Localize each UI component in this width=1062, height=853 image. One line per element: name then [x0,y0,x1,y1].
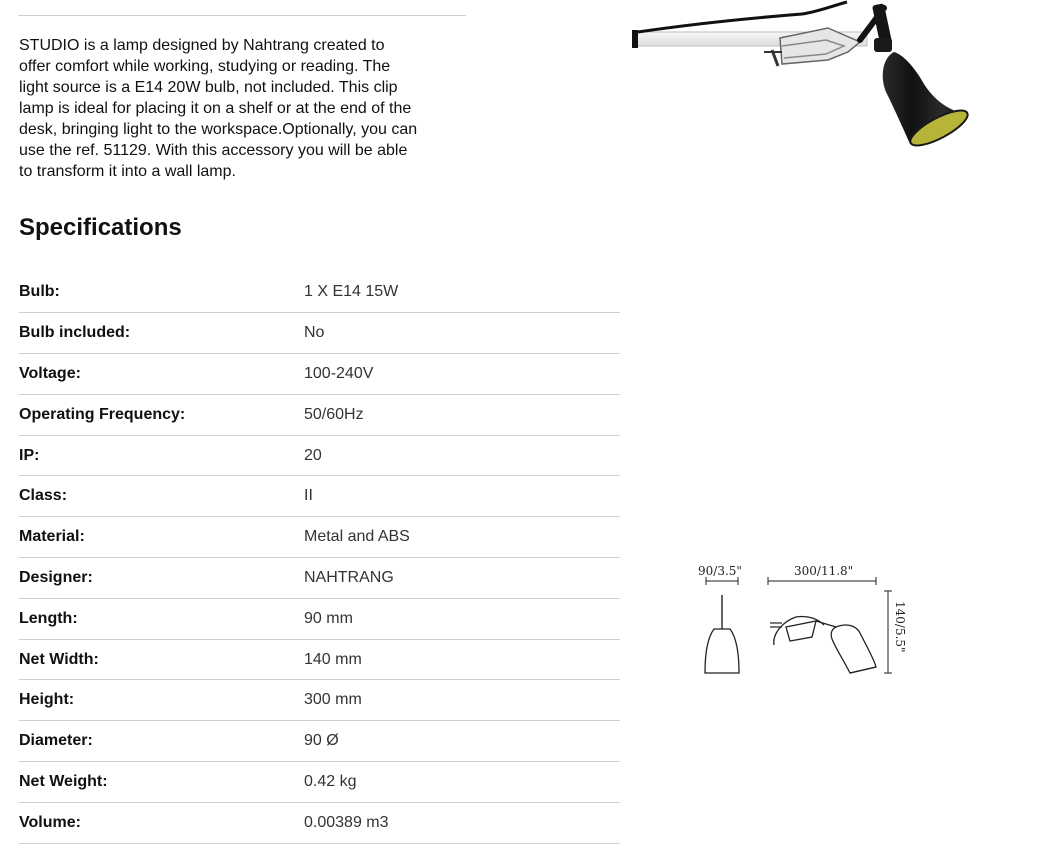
spec-row-volume [19,802,620,843]
spec-value: 50/60Hz [304,394,620,435]
spec-value: 0.00389 m3 [304,802,620,843]
spec-label: Voltage: [19,354,304,395]
spec-row-material [19,517,620,558]
spec-label: Bulb: [19,272,304,313]
spec-label: Bulb included: [19,313,304,354]
spec-label: Material: [19,517,304,558]
spec-row-voltage [19,354,620,395]
spec-value: 1 X E14 15W [304,272,620,313]
spec-row-operating-frequency [19,394,620,435]
product-description: STUDIO is a lamp designed by Nahtrang created to offer comfort while working, studying or reading. The light source is a E14 20W bulb, not included. This clip lamp is ideal for placing it on a shelf or at the end of the desk, bringing light to the workspace.Optionally, you can use the ref. 51129. With this accessory you will be able to transform it into a wall lamp. [19,37,418,180]
specifications-table [19,272,620,844]
spec-value: 20 [304,435,620,476]
spec-row-height [19,680,620,721]
specifications-heading: Specifications [19,214,182,241]
length-dimension-label: 300/11.8" [794,564,854,578]
spec-row-diameter [19,721,620,762]
dimension-drawing [690,555,920,685]
spec-label: Diameter: [19,721,304,762]
spec-value: 90 Ø [304,721,620,762]
diameter-dimension-label: 90/3.5" [698,564,742,578]
spec-row-bulb [19,272,620,313]
spec-value: 300 mm [304,680,620,721]
product-photo [632,0,977,150]
spec-value: Metal and ABS [304,517,620,558]
front-view-lamp-outline [705,629,739,673]
spec-label: Height: [19,680,304,721]
spec-value: 140 mm [304,639,620,680]
spec-label: Operating Frequency: [19,394,304,435]
spec-row-bulb-included [19,313,620,354]
spec-row-class [19,476,620,517]
spec-label: Designer: [19,558,304,599]
height-dimension-label: 140/5.5" [893,601,907,653]
spec-label: IP: [19,435,304,476]
spec-label: Class: [19,476,304,517]
spec-label: Net Width: [19,639,304,680]
spec-label: Net Weight: [19,762,304,803]
top-divider [18,15,466,16]
spec-value: 0.42 kg [304,762,620,803]
spec-row-net-width [19,639,620,680]
spec-value: II [304,476,620,517]
spec-label: Volume: [19,802,304,843]
spec-value: NAHTRANG [304,558,620,599]
spec-row-designer [19,558,620,599]
spec-row-net-weight [19,762,620,803]
spec-value: 90 mm [304,598,620,639]
spec-label: Length: [19,598,304,639]
spec-value: 100-240V [304,354,620,395]
spec-value: No [304,313,620,354]
spec-row-ip [19,435,620,476]
spec-row-length [19,598,620,639]
side-view-lamp-outline [831,625,876,673]
